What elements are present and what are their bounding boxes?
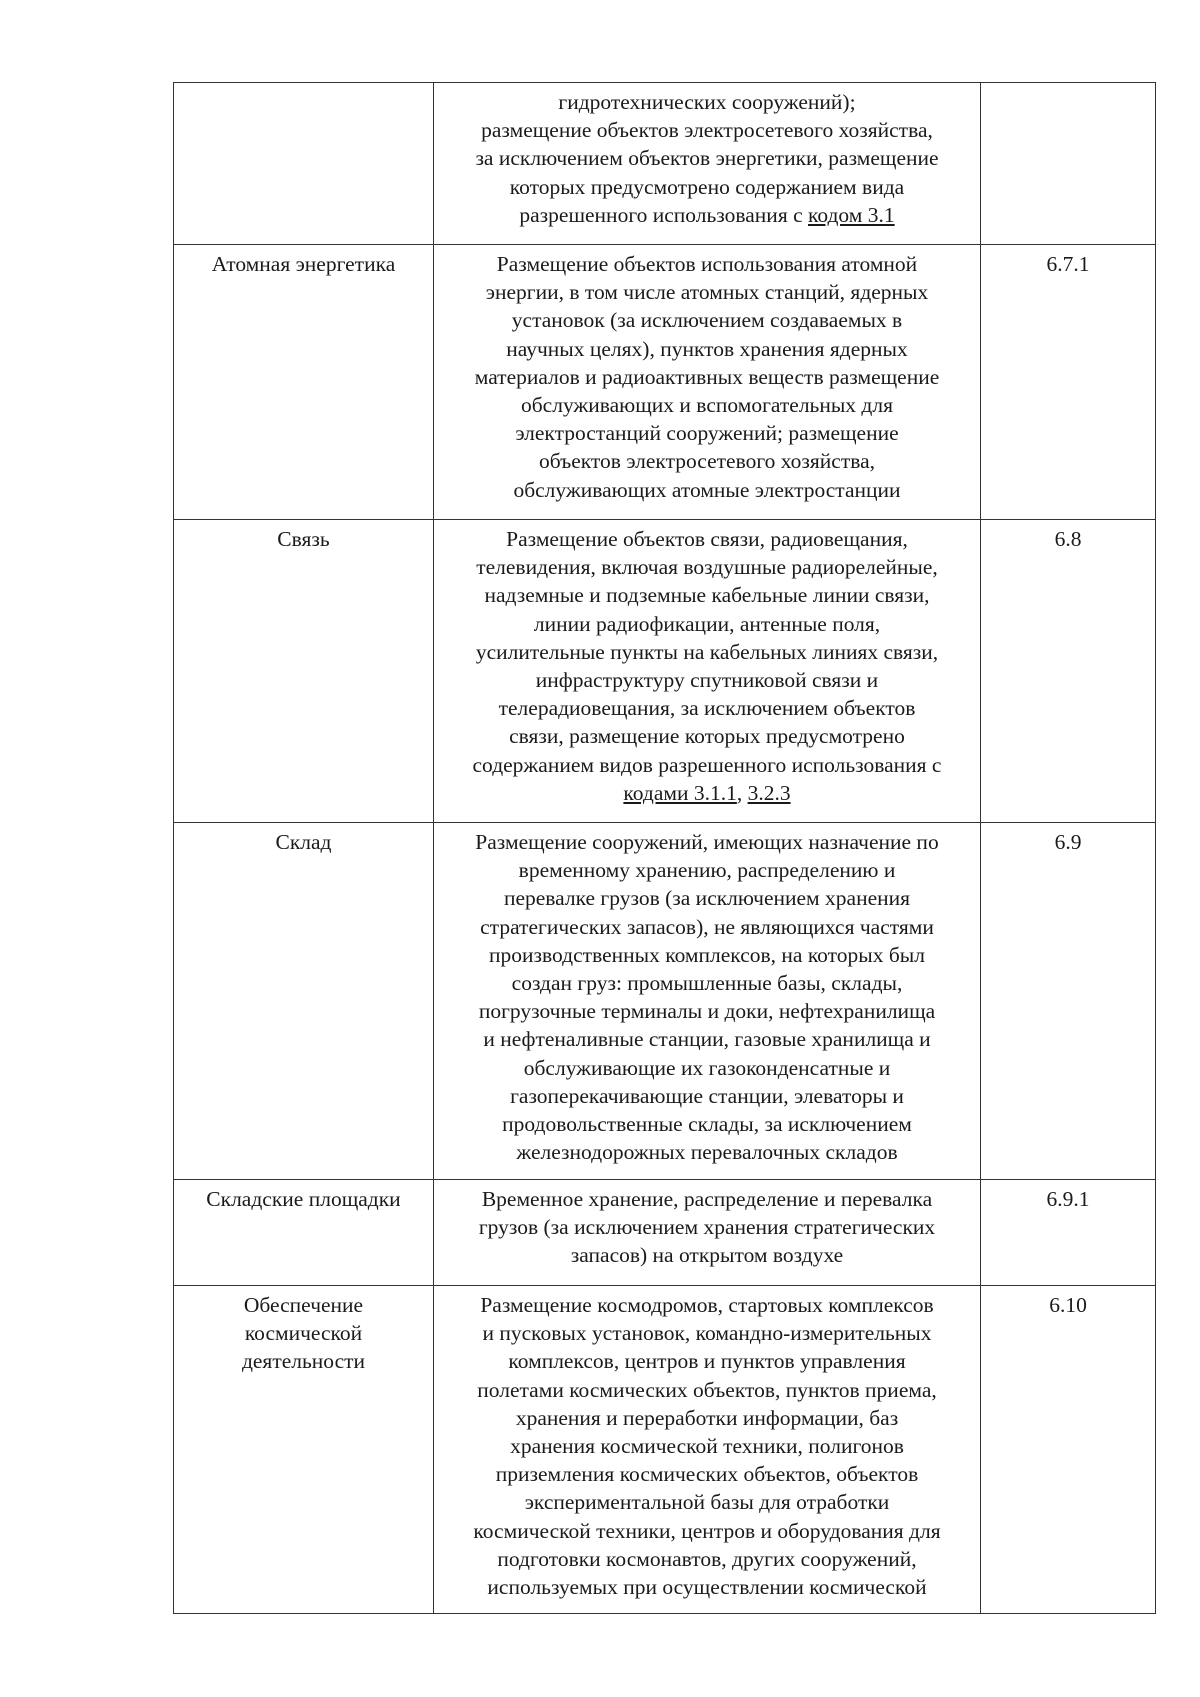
- description-cell: [434, 245, 981, 520]
- description-line: грузов (за исключением хранения стратегических: [478, 1215, 936, 1240]
- description-line: запасов) на открытом воздухе: [570, 1243, 844, 1268]
- table-row: [174, 245, 1156, 520]
- code-cell: 6.9.1: [981, 1180, 1156, 1286]
- table-row: [174, 1286, 1156, 1614]
- name-line: Обеспечение: [243, 1293, 364, 1317]
- description-line: и нефтеналивные станции, газовые хранилища и: [483, 1027, 931, 1052]
- description-line: Размещение сооружений, имеющих назначение по: [475, 830, 939, 854]
- description-line: содержанием видов разрешенного использования с: [472, 752, 942, 777]
- description-line: подготовки космонавтов, других сооружений,: [497, 1546, 917, 1571]
- description-line: энергии, в том числе атомных станций, ядерных: [485, 280, 929, 305]
- description-cell: [434, 520, 981, 823]
- description-line: полетами космических объектов, пунктов приема,: [477, 1377, 937, 1402]
- code-cell: 6.7.1: [981, 245, 1156, 520]
- description-line: научных целях), пунктов хранения ядерных: [506, 336, 908, 361]
- land-use-table: [173, 82, 1156, 1614]
- description-line: материалов и радиоактивных веществ размещение: [474, 364, 940, 389]
- description-line: разрешенного использования с кодом 3.1: [519, 202, 895, 227]
- description-line: кодами 3.1.1, 3.2.3: [623, 780, 791, 805]
- description-cell: [434, 83, 981, 245]
- description-line: установок (за исключением создаваемых в: [511, 308, 903, 333]
- code-reference-link[interactable]: кодами 3.1.1: [623, 780, 737, 805]
- description-line: продовольственные склады, за исключением: [502, 1112, 912, 1137]
- description-line: обслуживающих атомные электростанции: [513, 477, 901, 502]
- description-cell: [434, 1180, 981, 1286]
- description-line: и пусковых установок, командно-измерительных: [482, 1321, 932, 1346]
- description-line: телевидения, включая воздушные радиорелейные,: [476, 555, 938, 580]
- name-cell: Связь: [174, 520, 434, 823]
- code-cell: [981, 83, 1156, 245]
- description-line: обслуживающие их газоконденсатные и: [523, 1055, 891, 1080]
- description-cell: [434, 1286, 981, 1614]
- description-line: Размещение объектов использования атомной: [496, 252, 918, 276]
- code-cell: 6.8: [981, 520, 1156, 823]
- description-line: инфраструктуру спутниковой связи и: [535, 668, 879, 693]
- name-line: космической: [244, 1321, 363, 1346]
- description-line: приземления космических объектов, объектов: [495, 1462, 919, 1487]
- name-cell: Складские площадки: [174, 1180, 434, 1286]
- description-line: космической техники, центров и оборудования для: [473, 1518, 941, 1543]
- description-line: телерадиовещания, за исключением объектов: [498, 696, 916, 721]
- description-line: газоперекачивающие станции, элеваторы и: [510, 1083, 904, 1108]
- description-line: железнодорожных перевалочных складов: [516, 1140, 898, 1165]
- description-line: хранения и переработки информации, баз: [515, 1405, 899, 1430]
- code-cell: 6.9: [981, 823, 1156, 1180]
- description-line: Размещение объектов связи, радиовещания,: [506, 527, 908, 551]
- code-reference-link[interactable]: кодом 3.1: [808, 202, 895, 227]
- name-cell: Склад: [174, 823, 434, 1180]
- description-line: погрузочные терминалы и доки, нефтехранилища: [478, 999, 936, 1024]
- name-cell: Атомная энергетика: [174, 245, 434, 520]
- table-row: [174, 520, 1156, 823]
- description-line: Размещение космодромов, стартовых комплексов: [480, 1293, 934, 1317]
- description-line: создан груз: промышленные базы, склады,: [511, 971, 903, 996]
- description-line: Временное хранение, распределение и перевалка: [481, 1187, 933, 1211]
- table-row: [174, 823, 1156, 1180]
- table-row: [174, 83, 1156, 245]
- description-line: хранения космической техники, полигонов: [510, 1434, 904, 1459]
- description-line: электростанций сооружений; размещение: [515, 421, 899, 446]
- table-row: [174, 1180, 1156, 1286]
- name-line: деятельности: [241, 1349, 366, 1374]
- description-line: объектов электросетевого хозяйства,: [538, 449, 876, 474]
- description-line: обслуживающих и вспомогательных для: [520, 393, 893, 418]
- description-line: используемых при осуществлении космической: [487, 1575, 927, 1600]
- description-line: гидротехнических сооружений);: [558, 90, 856, 114]
- description-line: стратегических запасов), не являющихся частями: [480, 914, 934, 939]
- code-cell: 6.10: [981, 1286, 1156, 1614]
- name-cell: [174, 83, 434, 245]
- description-line: перевалке грузов (за исключением хранения: [503, 886, 911, 911]
- description-line: комплексов, центров и пунктов управления: [508, 1349, 906, 1374]
- description-line: экспериментальной базы для отработки: [524, 1490, 890, 1515]
- description-line: производственных комплексов, на которых был: [489, 942, 925, 967]
- description-line: линии радиофикации, антенные поля,: [533, 611, 881, 636]
- description-line: размещение объектов электросетевого хозяйства,: [481, 118, 933, 143]
- description-line: связи, размещение которых предусмотрено: [509, 724, 905, 749]
- code-reference-link[interactable]: 3.2.3: [747, 780, 791, 805]
- description-line: за исключением объектов энергетики, размещение: [475, 146, 939, 171]
- description-line: которых предусмотрено содержанием вида: [509, 174, 905, 199]
- description-cell: [434, 823, 981, 1180]
- description-line: временному хранению, распределению и: [518, 858, 896, 883]
- description-line: надземные и подземные кабельные линии связи,: [484, 583, 930, 608]
- name-cell: [174, 1286, 434, 1614]
- description-line: усилительные пункты на кабельных линиях связи,: [475, 639, 939, 664]
